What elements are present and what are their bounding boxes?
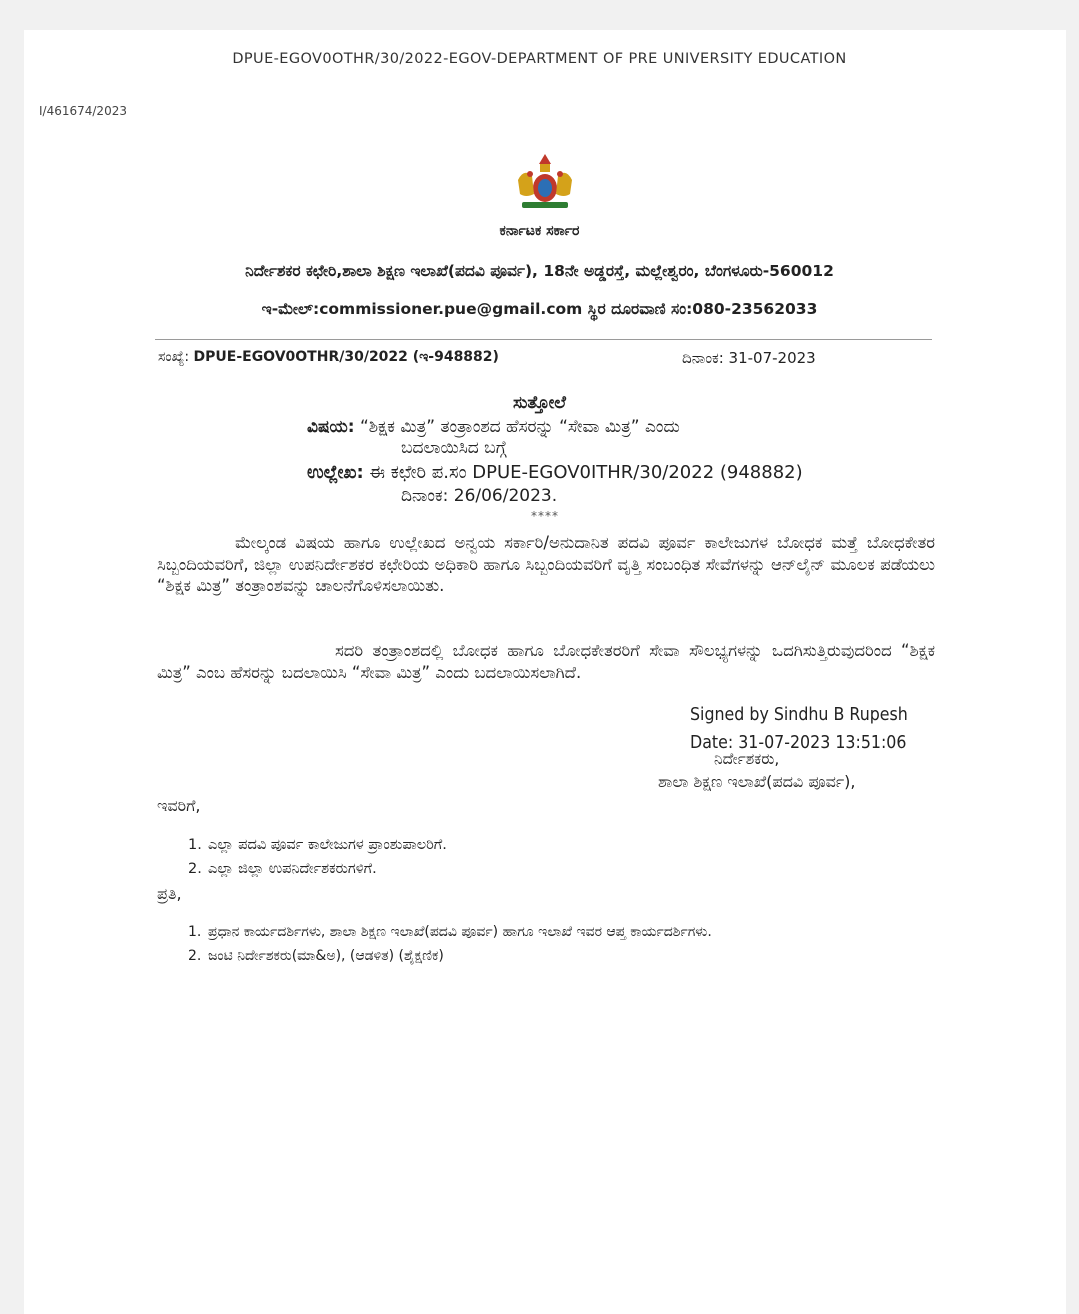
government-name: ಕರ್ನಾಟಕ ಸರ್ಕಾರ <box>499 223 580 239</box>
copy-label: ಪ್ರತಿ, <box>157 884 182 903</box>
list-number: 2. <box>188 948 202 964</box>
paragraph-2: ಸದರಿ ತಂತ್ರಾಂಶದಲ್ಲಿ ಬೋಧಕ ಹಾಗೂ ಬೋಧಕೇತರರಿಗೆ ಸೇವಾ ಸೌಲಭ್ಯಗಳನ್ನು ಒದಗಿಸುತ್ತಿರುವುದರಿಂದ “ಶಿಕ್ಷಕ ಮಿತ್ರ” ಎಂಬ ಹೆಸರನ್ನು ಬದಲಾಯಿಸಿ “ಸೇವಾ ಮಿತ್ರ” ಎಂದು ಬದಲಾಯಿಸಲಾಗಿದೆ. <box>157 641 935 682</box>
reference-prefix: ಸಂಖ್ಯೆ: <box>158 349 190 365</box>
reference-number <box>158 349 499 365</box>
reference-value: DPUE-EGOV0OTHR/30/2022 (ಇ-948882) <box>193 349 499 365</box>
list-item <box>188 944 712 968</box>
to-label: ಇವರಿಗೆ, <box>157 796 201 815</box>
list-text: ಜಂಟಿ ನಿರ್ದೇಶಕರು(ಮಾ&ಅ), (ಆಡಳಿತ) (ಶೈಕ್ಷಣಿಕ) <box>208 948 444 964</box>
list-item <box>188 920 712 944</box>
document-title: ಸುತ್ತೋಲೆ <box>512 393 566 413</box>
subject-line-2: ಬದಲಾಯಿಸಿದ ಬಗ್ಗೆ <box>401 438 507 458</box>
list-text: ಎಲ್ಲಾ ಜಿಲ್ಲಾ ಉಪನಿರ್ದೇಶಕರುಗಳಿಗೆ. <box>208 861 377 877</box>
reference-note-date: ದಿನಾಂಕ: 26/06/2023. <box>401 486 558 506</box>
list-item <box>188 833 447 857</box>
file-number: I/461674/2023 <box>39 104 127 118</box>
subject-line <box>307 416 680 438</box>
list-number: 1. <box>188 837 202 853</box>
subject-text: “ಶಿಕ್ಷಕ ಮಿತ್ರ” ತಂತ್ರಾಂಶದ ಹೆಸರನ್ನು “ಸೇವಾ ಮಿತ್ರ” ಎಂದು <box>359 417 680 437</box>
paragraph-1: ಮೇಲ್ಕಂಡ ವಿಷಯ ಹಾಗೂ ಉಲ್ಲೇಖದ ಅನ್ವಯ ಸರ್ಕಾರಿ/ಅನುದಾನಿತ ಪದವಿ ಪೂರ್ವ ಕಾಲೇಜುಗಳ ಬೋಧಕ ಮತ್ತೆ ಬೋಧಕೇತರ ಸಿಬ್ಬಂದಿಯವರಿಗೆ, ಜಿಲ್ಲಾ ಉಪನಿರ್ದೇಶಕರ ಕಛೇರಿಯ ಅಧಿಕಾರಿ ಹಾಗೂ ಸಿಬ್ಬಂದಿಯವರಿಗೆ ವೃತ್ತಿ ಸಂಬಂಧಿತ ಸೇವೆಗಳನ್ನು ಆನ್‌ಲೈನ್ ಮೂಲಕ ಪಡೆಯಲು “ಶಿಕ್ಷಕ ಮಿತ್ರ” ತಂತ್ರಾಂಶವನ್ನು ಚಾಲನೆಗೊಳಿಸಲಾಯಿತು. <box>157 533 935 595</box>
contact-line: ಇ-ಮೇಲ್:commissioner.pue@gmail.com ಸ್ಥಿರ ದೂರವಾಣಿ ಸಂ:080-23562033 <box>261 300 818 318</box>
designation: ನಿರ್ದೇಶಕರು, <box>714 750 780 768</box>
signature-date: Date: 31-07-2023 13:51:06 <box>690 732 907 753</box>
separator: **** <box>531 509 559 523</box>
reference-note <box>307 462 803 483</box>
list-number: 1. <box>188 924 202 940</box>
divider <box>155 339 932 340</box>
office-address: ನಿರ್ದೇಶಕರ ಕಛೇರಿ,ಶಾಲಾ ಶಿಕ್ಷಣ ಇಲಾಖೆ(ಪದವಿ ಪೂರ್ವ), 18ನೇ ಅಡ್ಡರಸ್ತೆ, ಮಲ್ಲೇಶ್ವರಂ, ಬೆಂಗಳೂರು-560012 <box>245 262 834 280</box>
header-line: DPUE-EGOV0OTHR/30/2022-EGOV-DEPARTMENT OF PRE UNIVERSITY EDUCATION <box>232 51 847 67</box>
list-number: 2. <box>188 861 202 877</box>
recipient-list <box>188 833 447 881</box>
list-text: ಪ್ರಧಾನ ಕಾರ್ಯದರ್ಶಿಗಳು, ಶಾಲಾ ಶಿಕ್ಷಣ ಇಲಾಖೆ(ಪದವಿ ಪೂರ್ವ) ಹಾಗೂ ಇಲಾಖೆ ಇವರ ಆಪ್ತ ಕಾರ್ಯದರ್ಶಿಗಳು. <box>208 924 712 940</box>
karnataka-emblem-icon <box>510 150 580 212</box>
reference-note-text: ಈ ಕಛೇರಿ ಪ.ಸಂ DPUE-EGOV0ITHR/30/2022 (948882) <box>369 462 803 483</box>
list-text: ಎಲ್ಲಾ ಪದವಿ ಪೂರ್ವ ಕಾಲೇಜುಗಳ ಪ್ರಾಂಶುಪಾಲರಿಗೆ. <box>208 837 447 853</box>
document-date: ದಿನಾಂಕ: 31-07-2023 <box>682 349 816 367</box>
department: ಶಾಲಾ ಶಿಕ್ಷಣ ಇಲಾಖೆ(ಪದವಿ ಪೂರ್ವ), <box>658 772 856 791</box>
reference-note-label: ಉಲ್ಲೇಖ: <box>307 462 364 483</box>
signed-by: Signed by Sindhu B Rupesh <box>690 704 908 725</box>
subject-label: ವಿಷಯ: <box>307 417 355 437</box>
list-item <box>188 857 447 881</box>
copy-list <box>188 920 712 968</box>
